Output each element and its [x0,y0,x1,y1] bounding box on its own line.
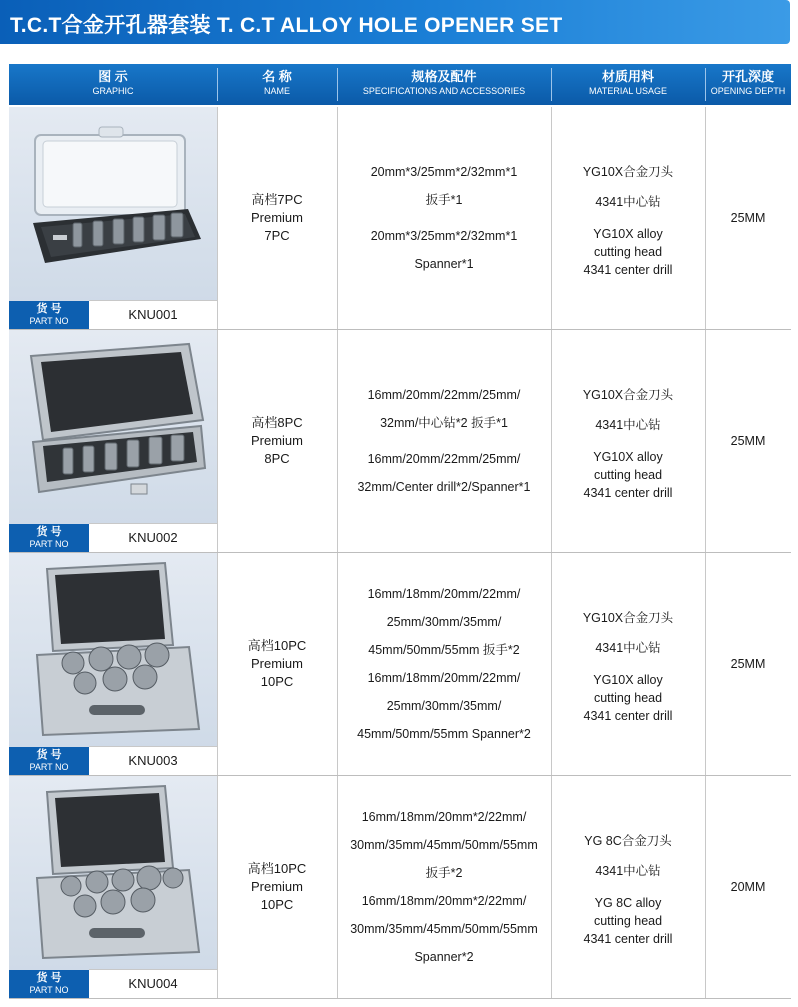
spec-en-line: Spanner*2 [414,950,474,964]
product-image-cell [9,330,217,552]
material-cn-line: 4341中心钻 [595,195,661,209]
spec-cn-line: 16mm/18mm/20mm*2/22mm/ [361,810,527,824]
product-name [217,553,337,775]
spec-en-line: 16mm/18mm/20mm/22mm/ [367,671,521,685]
header-material-cn: 材质用料 [601,69,654,84]
opening-depth: 20MM [730,880,766,894]
header-spec [337,64,551,105]
part-no-value: KNU001 [89,300,217,329]
name-en: Premium [250,879,303,894]
material-en-line: cutting head [593,691,663,705]
material-cn-line: 4341中心钻 [595,418,661,432]
product-material [551,776,705,998]
part-no-label-en: PART NO [29,316,69,326]
material-en-line: 4341 center drill [583,263,673,277]
product-spec [337,553,551,775]
product-image-cell [9,553,217,775]
part-no-label-cn: 货 号 [36,749,62,761]
table-row [9,330,791,553]
spec-cn-line: 16mm/20mm/22mm/25mm/ [367,388,521,402]
name-cn: 高档10PC [247,861,307,876]
tool-case-image [13,782,213,962]
spec-en-line: 45mm/50mm/55mm Spanner*2 [357,727,531,741]
material-en-line: YG 8C alloy [594,896,662,910]
spec-en-line: 25mm/30mm/35mm/ [386,699,502,713]
spec-en-line: 32mm/Center drill*2/Spanner*1 [357,480,531,494]
product-spec [337,776,551,998]
part-no-label-en: PART NO [29,985,69,995]
name-size: 10PC [260,897,294,912]
name-size: 10PC [260,674,294,689]
name-cn: 高档7PC [251,192,303,207]
product-spec [337,330,551,552]
part-no-label-en: PART NO [29,539,69,549]
material-en-line: YG10X alloy [593,227,663,241]
material-cn-line: YG10X合金刀头 [582,611,674,625]
product-name [217,776,337,998]
part-no-value: KNU002 [89,523,217,552]
material-en-line: 4341 center drill [583,932,673,946]
material-en-line: YG10X alloy [593,450,663,464]
product-material [551,553,705,775]
spec-en-line: Spanner*1 [414,257,474,271]
table-row [9,107,791,330]
header-depth-en: OPENING DEPTH [710,86,786,96]
material-en-line: YG10X alloy [593,673,663,687]
name-size: 7PC [264,228,290,243]
spec-cn-line: 扳手*1 [425,193,463,207]
part-no-label-cn: 货 号 [36,303,62,315]
product-material [551,330,705,552]
product-image-cell [9,107,217,329]
name-en: Premium [250,210,303,225]
header-material [551,64,705,105]
header-graphic-cn: 图 示 [98,69,128,84]
material-cn-line: YG10X合金刀头 [582,165,674,179]
spec-cn-line: 30mm/35mm/45mm/50mm/55mm [350,838,538,852]
spec-en-line: 20mm*3/25mm*2/32mm*1 [370,229,518,243]
product-name [217,330,337,552]
spec-cn-line: 32mm/中心钻*2 扳手*1 [380,416,508,430]
spec-cn-line: 25mm/30mm/35mm/ [386,615,502,629]
material-cn-line: YG 8C合金刀头 [584,834,672,848]
header-depth-cn: 开孔深度 [721,69,774,84]
spec-en-line: 16mm/20mm/22mm/25mm/ [367,452,521,466]
part-no-label-cn: 货 号 [36,526,62,538]
product-spec [337,107,551,329]
table-header [9,64,791,105]
table-row [9,553,791,776]
opening-depth: 25MM [730,657,766,671]
header-spec-cn: 规格及配件 [411,69,477,84]
part-no-value: KNU004 [89,969,217,998]
opening-depth: 25MM [730,211,766,225]
material-en-line: 4341 center drill [583,709,673,723]
product-name [217,107,337,329]
name-cn: 高档8PC [251,415,303,430]
title-bar [0,0,790,44]
name-en: Premium [250,656,303,671]
material-en-line: cutting head [593,914,663,928]
spec-cn-line: 扳手*2 [425,866,463,880]
part-no-label [9,301,89,329]
name-en: Premium [250,433,303,448]
table-row [9,776,791,999]
name-cn: 高档10PC [247,638,307,653]
header-material-en: MATERIAL USAGE [588,86,668,96]
header-depth [705,64,791,105]
part-no-label [9,970,89,998]
opening-depth: 25MM [730,434,766,448]
page-title: T.C.T合金开孔器套装 T. C.T ALLOY HOLE OPENER SET [10,14,563,37]
tool-case-image [13,113,213,293]
material-cn-line: YG10X合金刀头 [582,388,674,402]
material-cn-line: 4341中心钻 [595,864,661,878]
spec-cn-line: 16mm/18mm/20mm/22mm/ [367,587,521,601]
spec-cn-line: 20mm*3/25mm*2/32mm*1 [370,165,518,179]
product-material [551,107,705,329]
part-no-label [9,524,89,552]
header-graphic [9,64,217,105]
product-image-cell [9,776,217,998]
header-name [217,64,337,105]
spec-en-line: 30mm/35mm/45mm/50mm/55mm [350,922,538,936]
spec-cn-line: 45mm/50mm/55mm 扳手*2 [368,643,520,657]
material-en-line: cutting head [593,245,663,259]
tool-case-image [13,336,213,516]
part-no-label-en: PART NO [29,762,69,772]
part-no-value: KNU003 [89,746,217,775]
header-graphic-en: GRAPHIC [92,86,134,96]
product-table [9,64,791,1004]
part-no-label-cn: 货 号 [36,972,62,984]
name-size: 8PC [264,451,290,466]
tool-case-image [13,559,213,739]
part-no-label [9,747,89,775]
header-spec-en: SPECIFICATIONS AND ACCESSORIES [362,86,526,96]
spec-en-line: 16mm/18mm/20mm*2/22mm/ [361,894,527,908]
material-en-line: 4341 center drill [583,486,673,500]
header-name-cn: 名 称 [262,69,292,84]
header-name-en: NAME [263,86,290,96]
material-cn-line: 4341中心钻 [595,641,661,655]
material-en-line: cutting head [593,468,663,482]
